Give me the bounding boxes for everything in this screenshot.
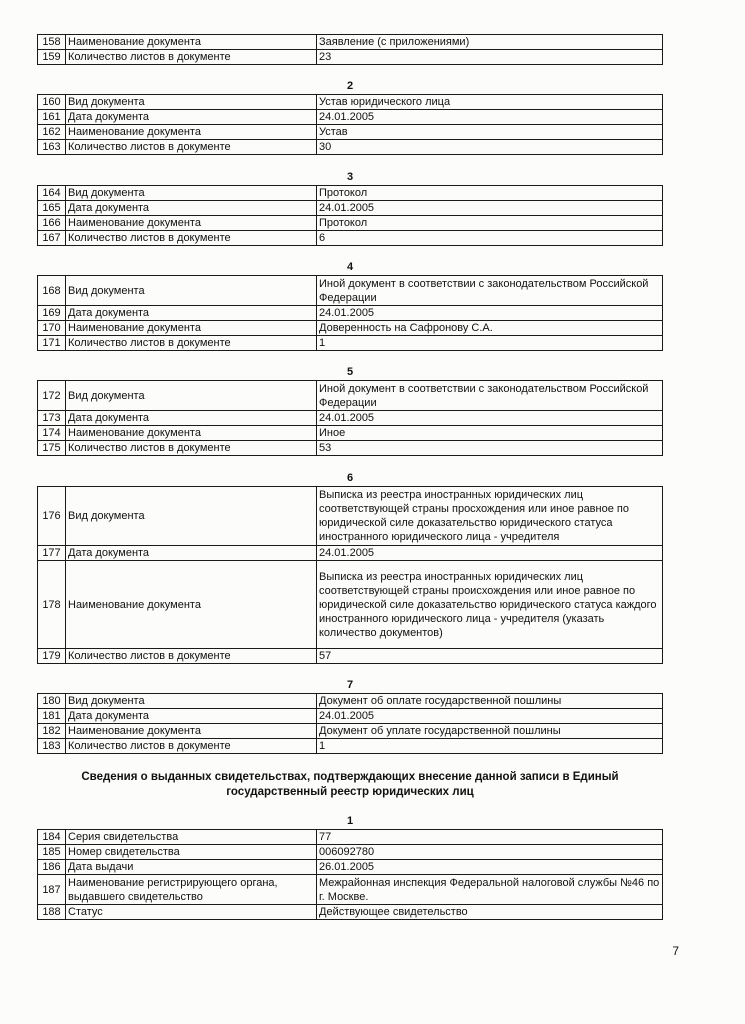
row-number: 165 — [38, 201, 66, 216]
row-label: Дата документа — [66, 306, 317, 321]
row-value: 1 — [317, 336, 663, 351]
section-number: 1 — [346, 815, 354, 827]
table-row — [38, 336, 663, 351]
row-number: 183 — [38, 739, 66, 754]
row-value: Документ об оплате государственной пошлины — [317, 694, 663, 709]
row-value: Выписка из реестра иностранных юридических лиц соответствующей страны происхождения или иное равное по юридической силе доказательство юридического статуса каждого иностранного юридического лица - учредителя (указать количество документов) — [317, 561, 663, 649]
row-label: Количество листов в документе — [66, 649, 317, 664]
row-value: Действующее свидетельство — [317, 905, 663, 920]
row-value: 24.01.2005 — [317, 546, 663, 561]
table-row — [38, 110, 663, 125]
row-label: Количество листов в документе — [66, 441, 317, 456]
row-label: Вид документа — [66, 381, 317, 411]
row-value: 24.01.2005 — [317, 709, 663, 724]
row-label: Количество листов в документе — [66, 140, 317, 155]
row-value: 53 — [317, 441, 663, 456]
table-row — [38, 381, 663, 411]
row-value: 23 — [317, 50, 663, 65]
row-value: Протокол — [317, 216, 663, 231]
table-row — [38, 487, 663, 546]
table-row — [38, 441, 663, 456]
row-number: 180 — [38, 694, 66, 709]
table-row — [38, 35, 663, 50]
row-value: Заявление (с приложениями) — [317, 35, 663, 50]
row-value: Иное — [317, 426, 663, 441]
row-number: 175 — [38, 441, 66, 456]
table-row — [38, 845, 663, 860]
row-label: Количество листов в документе — [66, 231, 317, 246]
document-table-4 — [37, 275, 663, 351]
document-table-3 — [37, 185, 663, 246]
row-number: 177 — [38, 546, 66, 561]
table-row — [38, 546, 663, 561]
row-number: 171 — [38, 336, 66, 351]
section-number: 5 — [346, 366, 354, 378]
document-table-2 — [37, 94, 663, 155]
row-label: Количество листов в документе — [66, 336, 317, 351]
row-number: 184 — [38, 830, 66, 845]
row-number: 188 — [38, 905, 66, 920]
row-label: Наименование документа — [66, 216, 317, 231]
document-table-6 — [37, 486, 663, 664]
page-number: 7 — [672, 944, 679, 958]
row-label: Наименование документа — [66, 35, 317, 50]
row-number: 170 — [38, 321, 66, 336]
row-number: 163 — [38, 140, 66, 155]
table-row — [38, 709, 663, 724]
row-label: Наименование документа — [66, 724, 317, 739]
row-value: Устав — [317, 125, 663, 140]
row-value: Устав юридического лица — [317, 95, 663, 110]
row-value: Протокол — [317, 186, 663, 201]
section-number: 4 — [346, 261, 354, 273]
row-label: Дата документа — [66, 709, 317, 724]
row-label: Наименование документа — [66, 426, 317, 441]
table-row — [38, 95, 663, 110]
table-row — [38, 140, 663, 155]
row-number: 164 — [38, 186, 66, 201]
row-label: Дата документа — [66, 201, 317, 216]
row-number: 173 — [38, 411, 66, 426]
row-number: 178 — [38, 561, 66, 649]
row-number: 168 — [38, 276, 66, 306]
row-number: 182 — [38, 724, 66, 739]
row-label: Вид документа — [66, 186, 317, 201]
table-row — [38, 411, 663, 426]
row-label: Вид документа — [66, 487, 317, 546]
section-number: 2 — [346, 80, 354, 92]
row-label: Дата документа — [66, 546, 317, 561]
row-value: 57 — [317, 649, 663, 664]
document-table-5 — [37, 380, 663, 456]
table-row — [38, 860, 663, 875]
table-row — [38, 276, 663, 306]
row-label: Наименование документа — [66, 125, 317, 140]
table-row — [38, 875, 663, 905]
row-value: 24.01.2005 — [317, 110, 663, 125]
row-number: 187 — [38, 875, 66, 905]
table-row — [38, 561, 663, 649]
row-number: 185 — [38, 845, 66, 860]
table-row — [38, 186, 663, 201]
table-row — [38, 306, 663, 321]
table-row — [38, 321, 663, 336]
table-row — [38, 201, 663, 216]
row-value: 24.01.2005 — [317, 201, 663, 216]
row-number: 158 — [38, 35, 66, 50]
section-number: 7 — [346, 679, 354, 691]
row-number: 172 — [38, 381, 66, 411]
section-number: 6 — [346, 472, 354, 484]
row-number: 166 — [38, 216, 66, 231]
row-value: 24.01.2005 — [317, 411, 663, 426]
row-value: Выписка из реестра иностранных юридических лиц соответствующей страны просхождения или иное равное по юридической силе доказательство юридического статуса иностранного юридического лица - учредителя — [317, 487, 663, 546]
row-value: 77 — [317, 830, 663, 845]
row-label: Наименование документа — [66, 561, 317, 649]
row-label: Наименование регистрирующего органа, выдавшего свидетельство — [66, 875, 317, 905]
row-label: Количество листов в документе — [66, 739, 317, 754]
row-value: 6 — [317, 231, 663, 246]
row-label: Дата выдачи — [66, 860, 317, 875]
table-row — [38, 830, 663, 845]
row-label: Вид документа — [66, 95, 317, 110]
row-label: Вид документа — [66, 694, 317, 709]
row-value: 006092780 — [317, 845, 663, 860]
row-value: Доверенность на Сафронову С.А. — [317, 321, 663, 336]
row-label: Серия свидетельства — [66, 830, 317, 845]
row-number: 174 — [38, 426, 66, 441]
document-table-1 — [37, 34, 663, 65]
certificates-table — [37, 829, 663, 920]
row-number: 186 — [38, 860, 66, 875]
row-value: Иной документ в соответствии с законодательством Российской Федерации — [317, 276, 663, 306]
table-row — [38, 724, 663, 739]
row-value: Документ об уплате государственной пошлины — [317, 724, 663, 739]
document-table-7 — [37, 693, 663, 754]
table-row — [38, 739, 663, 754]
certificates-heading: Сведения о выданных свидетельствах, подтверждающих внесение данной записи в Единый государственный реестр юридических лиц — [81, 771, 619, 798]
table-row — [38, 694, 663, 709]
row-number: 159 — [38, 50, 66, 65]
row-value: 1 — [317, 739, 663, 754]
row-label: Дата документа — [66, 411, 317, 426]
table-row — [38, 905, 663, 920]
table-row — [38, 649, 663, 664]
row-number: 162 — [38, 125, 66, 140]
row-label: Вид документа — [66, 276, 317, 306]
row-value: Иной документ в соответствии с законодательством Российской Федерации — [317, 381, 663, 411]
row-label: Наименование документа — [66, 321, 317, 336]
row-number: 181 — [38, 709, 66, 724]
table-row — [38, 50, 663, 65]
table-row — [38, 216, 663, 231]
row-number: 161 — [38, 110, 66, 125]
section-number: 3 — [346, 171, 354, 183]
table-row — [38, 231, 663, 246]
row-label: Количество листов в документе — [66, 50, 317, 65]
row-label: Статус — [66, 905, 317, 920]
row-number: 160 — [38, 95, 66, 110]
row-label: Номер свидетельства — [66, 845, 317, 860]
row-value: 24.01.2005 — [317, 306, 663, 321]
row-number: 179 — [38, 649, 66, 664]
table-row — [38, 125, 663, 140]
row-value: 30 — [317, 140, 663, 155]
row-label: Дата документа — [66, 110, 317, 125]
table-row — [38, 426, 663, 441]
row-number: 167 — [38, 231, 66, 246]
row-value: Межрайонная инспекция Федеральной налоговой службы №46 по г. Москве. — [317, 875, 663, 905]
row-value: 26.01.2005 — [317, 860, 663, 875]
row-number: 169 — [38, 306, 66, 321]
row-number: 176 — [38, 487, 66, 546]
